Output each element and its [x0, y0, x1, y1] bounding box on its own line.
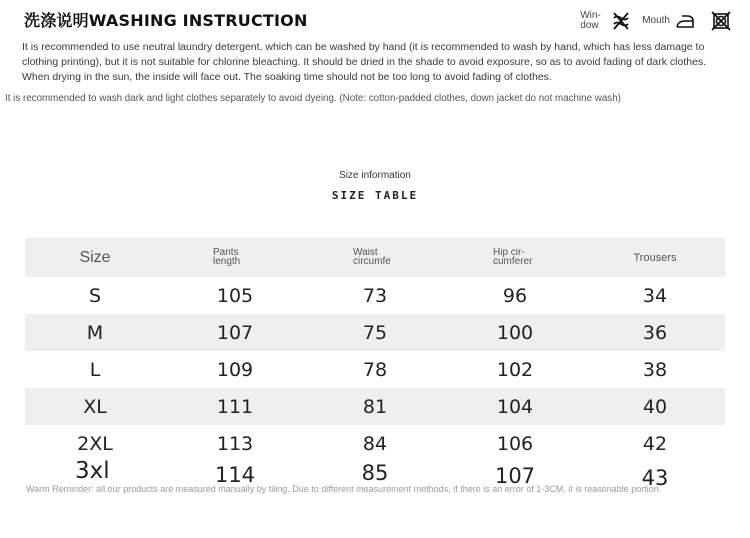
cell-waist: 84 [362, 432, 388, 455]
cell-pants-length: 107 [216, 321, 254, 344]
header-waist: Waist circumfe [353, 247, 391, 266]
cell-trousers: 40 [642, 395, 668, 418]
iron-icon [674, 10, 696, 32]
cell-waist: 78 [362, 358, 388, 381]
cell-waist: 85 [361, 461, 389, 485]
cell-pants-length: 113 [216, 432, 254, 455]
table-header [25, 238, 725, 277]
washing-note: It is recommended to wash dark and light clothes separately to avoid dyeing. (Note: cotton-padded clothes, down jacket do not machine wash) [5, 93, 621, 104]
size-table [25, 238, 725, 462]
no-wring-icon [610, 10, 632, 32]
table-row [25, 351, 725, 388]
cell-hip: 96 [502, 284, 528, 307]
cell-hip: 106 [496, 432, 534, 455]
header-size: Size [79, 248, 111, 266]
table-row [25, 314, 725, 351]
cell-size: XL [83, 395, 107, 418]
cell-trousers: 38 [642, 358, 668, 381]
cell-pants-length: 105 [216, 284, 254, 307]
table-row [25, 388, 725, 425]
cell-hip: 100 [496, 321, 534, 344]
cell-pants-length: 111 [216, 395, 254, 418]
cell-size: S [88, 284, 102, 307]
cell-size: L [89, 358, 101, 381]
header-pants-length: Pants length [213, 247, 241, 266]
cell-waist: 81 [362, 395, 388, 418]
no-tumble-dry-icon [710, 10, 732, 32]
cell-trousers: 36 [642, 321, 668, 344]
header-trousers: Trousers [633, 251, 677, 264]
cell-size: 3xl [75, 458, 110, 484]
cell-waist: 73 [362, 284, 388, 307]
cell-hip: 102 [496, 358, 534, 381]
cell-trousers: 42 [642, 432, 668, 455]
cell-trousers: 34 [642, 284, 668, 307]
mouth-label: Mouth [642, 15, 670, 26]
table-row [25, 277, 725, 314]
cell-waist: 75 [362, 321, 388, 344]
cell-pants-length: 114 [214, 463, 256, 487]
cell-pants-length: 109 [216, 358, 254, 381]
cell-trousers: 43 [641, 466, 669, 490]
cell-hip: 104 [496, 395, 534, 418]
washing-instructions: It is recommended to use neutral laundry detergent, which can be washed by hand (it is recommended to wash by hand, which has less damage to clothing printing), but it is not suitable for chlorine bleaching. It should be dried in the shade to avoid exposure, so as to avoid fading of dark clothes. When drying in the sun, the inside will face out. The soaking time should not be too long to avoid fading of clothes. [22, 41, 707, 83]
window-label: Win- dow [580, 10, 601, 31]
warm-reminder: Warm Reminder: all our products are measured manually by tiling. Due to different measurement methods, if there is an error of 1-3CM, it is reasonable portion. [26, 484, 662, 494]
table-row [25, 425, 725, 462]
cell-size: 2XL [77, 432, 113, 455]
header-hip: Hip cir- cumferer [493, 247, 533, 266]
care-icons [580, 10, 732, 32]
cell-hip: 107 [494, 464, 536, 488]
size-information-label: Size information [339, 170, 411, 181]
size-table-label: SIZE TABLE [331, 189, 419, 202]
page-title: 洗涤说明WASHING INSTRUCTION [24, 11, 308, 30]
cell-size: M [86, 321, 104, 344]
